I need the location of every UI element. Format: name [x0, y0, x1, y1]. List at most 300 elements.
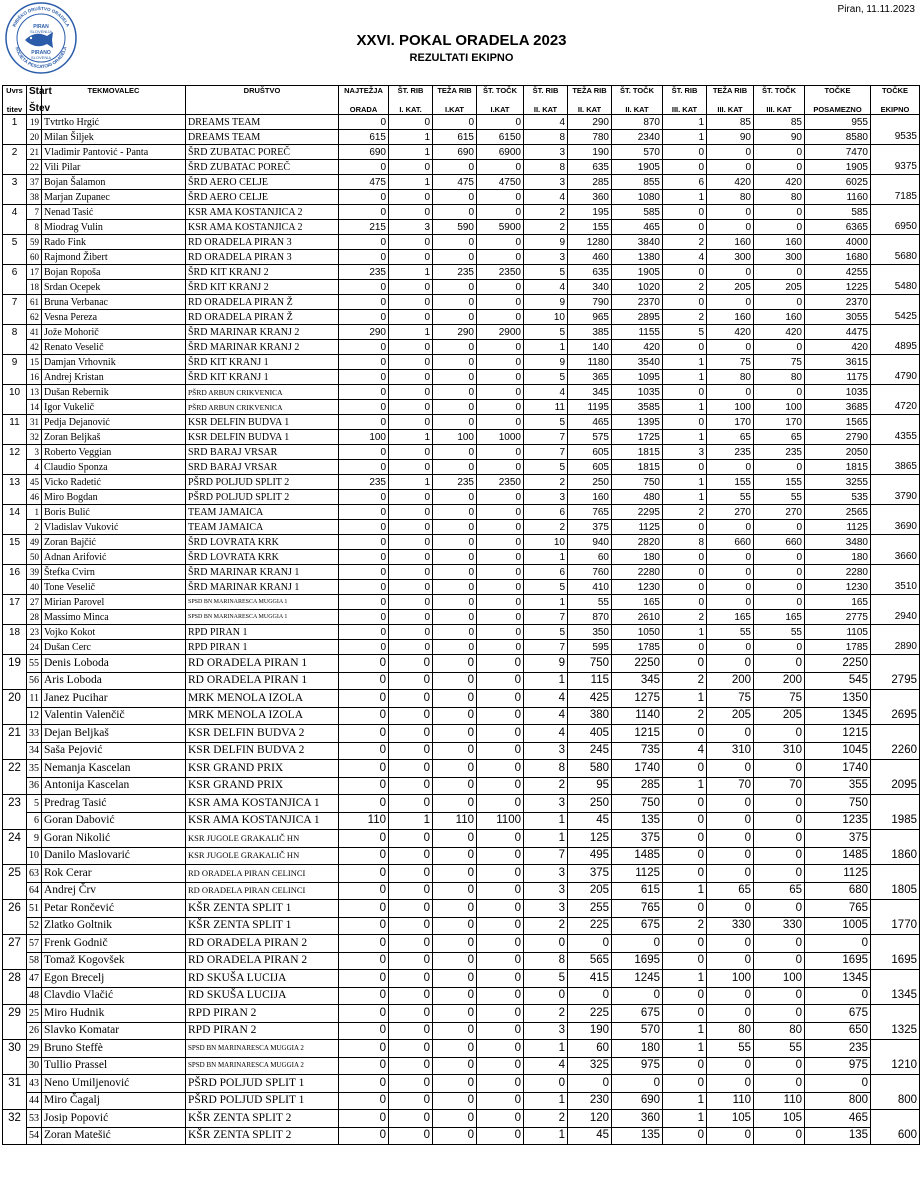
- start-number-cell: 60: [27, 250, 42, 265]
- c5-cell: 360: [568, 190, 612, 205]
- team-points-cell: 9535: [871, 130, 920, 145]
- c4-cell: 5: [524, 460, 568, 475]
- individual-points-cell: 2790: [805, 430, 871, 445]
- individual-points-cell: 1565: [805, 415, 871, 430]
- team-points-cell: 5425: [871, 310, 920, 325]
- c6-cell: 1815: [612, 445, 663, 460]
- c3-cell: 0: [477, 847, 524, 865]
- c7-cell: 1: [663, 882, 707, 900]
- c7-cell: 1: [663, 970, 707, 988]
- c1-cell: 0: [389, 610, 433, 625]
- rank-cell: [3, 707, 27, 725]
- individual-points-cell: 1125: [805, 865, 871, 883]
- club-cell: RPD PIRAN 1: [186, 625, 339, 640]
- c7-cell: 2: [663, 310, 707, 325]
- c8-cell: 75: [707, 355, 754, 370]
- competitor-cell: Miro Čagalj: [42, 1092, 186, 1110]
- rank-cell: [3, 160, 27, 175]
- c8-cell: 0: [707, 460, 754, 475]
- c2-cell: 0: [433, 295, 477, 310]
- team-points-cell: 600: [871, 1127, 920, 1145]
- team-points-cell: [871, 535, 920, 550]
- start-number-cell: 63: [27, 865, 42, 883]
- rank-cell: [3, 1057, 27, 1075]
- team-points-cell: [871, 970, 920, 988]
- c3-cell: 6900: [477, 145, 524, 160]
- c9-cell: 55: [754, 490, 805, 505]
- c5-cell: 575: [568, 430, 612, 445]
- c7-cell: 0: [663, 987, 707, 1005]
- header-c9: ŠT. TOČK: [754, 86, 805, 101]
- c5-cell: 965: [568, 310, 612, 325]
- table-row: [3, 220, 920, 235]
- c9-cell: 270: [754, 505, 805, 520]
- c3-cell: 0: [477, 742, 524, 760]
- c8-cell: 155: [707, 475, 754, 490]
- rank-cell: [3, 550, 27, 565]
- table-row: [3, 760, 920, 778]
- team-points-cell: 3790: [871, 490, 920, 505]
- team-points-cell: [871, 265, 920, 280]
- c2-cell: 0: [433, 655, 477, 673]
- header-c1: ŠT. RIB: [389, 86, 433, 101]
- c4-cell: 3: [524, 900, 568, 918]
- c6-cell: 2280: [612, 565, 663, 580]
- c8-cell: 165: [707, 610, 754, 625]
- c9-cell: 310: [754, 742, 805, 760]
- c7-cell: 2: [663, 505, 707, 520]
- table-row: [3, 595, 920, 610]
- rank-cell: 31: [3, 1075, 27, 1093]
- c5-cell: 120: [568, 1110, 612, 1128]
- start-number-cell: 52: [27, 917, 42, 935]
- club-cell: RD ORADELA PIRAN 2: [186, 952, 339, 970]
- c9-cell: 235: [754, 445, 805, 460]
- table-row: [3, 742, 920, 760]
- rank-cell: [3, 490, 27, 505]
- c3-cell: 0: [477, 970, 524, 988]
- club-cell: SRD BARAJ VRSAR: [186, 460, 339, 475]
- c4-cell: 8: [524, 160, 568, 175]
- c4-cell: 8: [524, 952, 568, 970]
- c5-cell: 405: [568, 725, 612, 743]
- c5-cell: 325: [568, 1057, 612, 1075]
- header-c3: ŠT. TOČK: [477, 86, 524, 101]
- club-cell: KSR DELFIN BUDVA 1: [186, 430, 339, 445]
- c5-cell: 870: [568, 610, 612, 625]
- c8-cell: 205: [707, 707, 754, 725]
- c3-cell: 0: [477, 205, 524, 220]
- c7-cell: 1: [663, 1040, 707, 1058]
- rank-cell: 27: [3, 935, 27, 953]
- c6-cell: 1020: [612, 280, 663, 295]
- rank-cell: 17: [3, 595, 27, 610]
- c5-cell: 765: [568, 505, 612, 520]
- c8-cell: 0: [707, 725, 754, 743]
- c9-cell: 0: [754, 160, 805, 175]
- c6-cell: 675: [612, 1005, 663, 1023]
- team-points-cell: 800: [871, 1092, 920, 1110]
- c7-cell: 8: [663, 535, 707, 550]
- table-row: [3, 460, 920, 475]
- c9-cell: 0: [754, 1127, 805, 1145]
- c1-cell: 0: [389, 987, 433, 1005]
- c9-cell: 0: [754, 340, 805, 355]
- c1-cell: 0: [389, 160, 433, 175]
- biggest-cell: 0: [339, 935, 389, 953]
- club-cell: RD ORADELA PIRAN Ž: [186, 310, 339, 325]
- c2-cell: 0: [433, 795, 477, 813]
- club-cell: ŠRD KIT KRANJ 2: [186, 265, 339, 280]
- c3-cell: 0: [477, 987, 524, 1005]
- c3-cell: 0: [477, 777, 524, 795]
- c8-cell: 65: [707, 430, 754, 445]
- svg-text:SLOVENIJA: SLOVENIJA: [29, 29, 53, 34]
- c1-cell: 0: [389, 565, 433, 580]
- c1-cell: 0: [389, 340, 433, 355]
- c2-cell: 0: [433, 505, 477, 520]
- c2-cell: 0: [433, 490, 477, 505]
- c8-cell: 55: [707, 625, 754, 640]
- start-number-cell: 44: [27, 1092, 42, 1110]
- c2-cell: 615: [433, 130, 477, 145]
- team-points-cell: 9375: [871, 160, 920, 175]
- results-table: [2, 85, 920, 1145]
- competitor-cell: Štefka Cvirn: [42, 565, 186, 580]
- competitor-cell: Nenad Tasić: [42, 205, 186, 220]
- club-cell: ŠRD KIT KRANJ 2: [186, 280, 339, 295]
- table-row: [3, 190, 920, 205]
- c4-cell: 5: [524, 580, 568, 595]
- biggest-cell: 0: [339, 917, 389, 935]
- c3-cell: 0: [477, 690, 524, 708]
- c5-cell: 95: [568, 777, 612, 795]
- individual-points-cell: 165: [805, 595, 871, 610]
- competitor-cell: Danilo Maslovarić: [42, 847, 186, 865]
- team-points-cell: [871, 655, 920, 673]
- table-row: [3, 1127, 920, 1145]
- table-row: [3, 830, 920, 848]
- c5-cell: 0: [568, 1075, 612, 1093]
- start-number-cell: 26: [27, 1022, 42, 1040]
- club-cell: DREAMS TEAM: [186, 115, 339, 130]
- table-row: [3, 550, 920, 565]
- rank-cell: [3, 640, 27, 655]
- c3-cell: 0: [477, 340, 524, 355]
- c2-cell: 690: [433, 145, 477, 160]
- c4-cell: 2: [524, 520, 568, 535]
- rank-cell: [3, 580, 27, 595]
- c8-cell: 270: [707, 505, 754, 520]
- c3-cell: 0: [477, 445, 524, 460]
- header-c7-2: III. KAT: [663, 100, 707, 115]
- c2-cell: 0: [433, 987, 477, 1005]
- c6-cell: 1125: [612, 520, 663, 535]
- competitor-cell: Goran Dabović: [42, 812, 186, 830]
- competitor-cell: Vladislav Vuković: [42, 520, 186, 535]
- c3-cell: 4750: [477, 175, 524, 190]
- c9-cell: 0: [754, 812, 805, 830]
- biggest-cell: 0: [339, 1040, 389, 1058]
- c3-cell: 0: [477, 355, 524, 370]
- competitor-cell: Josip Popović: [42, 1110, 186, 1128]
- c5-cell: 780: [568, 130, 612, 145]
- c8-cell: 80: [707, 190, 754, 205]
- c7-cell: 1: [663, 1022, 707, 1040]
- table-row: [3, 1040, 920, 1058]
- c8-cell: 0: [707, 550, 754, 565]
- c3-cell: 0: [477, 385, 524, 400]
- rank-cell: 23: [3, 795, 27, 813]
- c8-cell: 0: [707, 640, 754, 655]
- c1-cell: 1: [389, 265, 433, 280]
- c4-cell: 3: [524, 145, 568, 160]
- c1-cell: 0: [389, 830, 433, 848]
- c4-cell: 1: [524, 1092, 568, 1110]
- table-row: [3, 445, 920, 460]
- club-cell: KSR DELFIN BUDVA 2: [186, 725, 339, 743]
- c8-cell: 0: [707, 865, 754, 883]
- c8-cell: 0: [707, 655, 754, 673]
- c9-cell: 0: [754, 830, 805, 848]
- c9-cell: 80: [754, 190, 805, 205]
- c4-cell: 2: [524, 205, 568, 220]
- biggest-cell: 0: [339, 595, 389, 610]
- c1-cell: 1: [389, 812, 433, 830]
- table-row: [3, 310, 920, 325]
- c3-cell: 0: [477, 1005, 524, 1023]
- table-row: [3, 415, 920, 430]
- competitor-cell: Rado Fink: [42, 235, 186, 250]
- individual-points-cell: 975: [805, 1057, 871, 1075]
- rank-cell: [3, 250, 27, 265]
- c7-cell: 0: [663, 655, 707, 673]
- c7-cell: 0: [663, 1005, 707, 1023]
- biggest-cell: 0: [339, 115, 389, 130]
- team-points-cell: [871, 115, 920, 130]
- c7-cell: 0: [663, 220, 707, 235]
- rank-cell: 7: [3, 295, 27, 310]
- club-cell: ŠRD ZUBATAC POREČ: [186, 160, 339, 175]
- biggest-cell: 290: [339, 325, 389, 340]
- club-cell: RPD PIRAN 1: [186, 640, 339, 655]
- c6-cell: 480: [612, 490, 663, 505]
- rank-cell: [3, 520, 27, 535]
- c1-cell: 0: [389, 1057, 433, 1075]
- c2-cell: 0: [433, 595, 477, 610]
- c3-cell: 2900: [477, 325, 524, 340]
- c7-cell: 1: [663, 1110, 707, 1128]
- c2-cell: 0: [433, 672, 477, 690]
- c7-cell: 2: [663, 610, 707, 625]
- biggest-cell: 0: [339, 625, 389, 640]
- c6-cell: 2895: [612, 310, 663, 325]
- c1-cell: 0: [389, 882, 433, 900]
- c5-cell: 565: [568, 952, 612, 970]
- c8-cell: 0: [707, 1127, 754, 1145]
- club-cell: ŠRD MARINAR KRANJ 2: [186, 340, 339, 355]
- c9-cell: 0: [754, 847, 805, 865]
- club-cell: PŠRD ARBUN CRIKVENICA: [186, 400, 339, 415]
- biggest-cell: 0: [339, 295, 389, 310]
- club-cell: ŠRD KIT KRANJ 1: [186, 355, 339, 370]
- header-c3-2: I.KAT: [477, 100, 524, 115]
- biggest-cell: 0: [339, 830, 389, 848]
- competitor-cell: Bruno Steffè: [42, 1040, 186, 1058]
- c3-cell: 0: [477, 917, 524, 935]
- c8-cell: 0: [707, 265, 754, 280]
- start-number-cell: 43: [27, 1075, 42, 1093]
- c1-cell: 0: [389, 1040, 433, 1058]
- c4-cell: 2: [524, 917, 568, 935]
- c8-cell: 105: [707, 1110, 754, 1128]
- competitor-cell: Goran Nikolić: [42, 830, 186, 848]
- start-number-cell: 57: [27, 935, 42, 953]
- c8-cell: 0: [707, 580, 754, 595]
- team-points-cell: [871, 1110, 920, 1128]
- table-row: [3, 1057, 920, 1075]
- team-points-cell: [871, 830, 920, 848]
- club-cell: RD ORADELA PIRAN 3: [186, 250, 339, 265]
- c5-cell: 385: [568, 325, 612, 340]
- start-number-cell: 13: [27, 385, 42, 400]
- c7-cell: 0: [663, 145, 707, 160]
- c2-cell: 0: [433, 1075, 477, 1093]
- c8-cell: 0: [707, 295, 754, 310]
- c2-cell: 0: [433, 205, 477, 220]
- c3-cell: 0: [477, 580, 524, 595]
- biggest-cell: 0: [339, 900, 389, 918]
- start-number-cell: 12: [27, 707, 42, 725]
- c8-cell: 0: [707, 900, 754, 918]
- table-row: [3, 160, 920, 175]
- c1-cell: 1: [389, 325, 433, 340]
- c1-cell: 0: [389, 952, 433, 970]
- c2-cell: 0: [433, 520, 477, 535]
- c4-cell: 11: [524, 400, 568, 415]
- c9-cell: 160: [754, 310, 805, 325]
- biggest-cell: 0: [339, 190, 389, 205]
- c9-cell: 105: [754, 1110, 805, 1128]
- c6-cell: 1215: [612, 725, 663, 743]
- team-points-cell: [871, 475, 920, 490]
- c3-cell: 0: [477, 900, 524, 918]
- rank-cell: 6: [3, 265, 27, 280]
- table-row: [3, 370, 920, 385]
- header-c5-2: II. KAT: [568, 100, 612, 115]
- c2-cell: 0: [433, 742, 477, 760]
- c1-cell: 0: [389, 1022, 433, 1040]
- competitor-cell: Vesna Pereza: [42, 310, 186, 325]
- biggest-cell: 0: [339, 847, 389, 865]
- start-number-cell: 39: [27, 565, 42, 580]
- c5-cell: 250: [568, 475, 612, 490]
- c2-cell: 590: [433, 220, 477, 235]
- c4-cell: 9: [524, 235, 568, 250]
- start-number-cell: 37: [27, 175, 42, 190]
- club-cell: ŠRD AERO CELJE: [186, 190, 339, 205]
- header-c9-2: III. KAT: [754, 100, 805, 115]
- c9-cell: 80: [754, 1022, 805, 1040]
- competitor-cell: Tvtrtko Hrgić: [42, 115, 186, 130]
- c8-cell: 0: [707, 160, 754, 175]
- individual-points-cell: 650: [805, 1022, 871, 1040]
- c7-cell: 4: [663, 742, 707, 760]
- c3-cell: 0: [477, 1092, 524, 1110]
- header-team: TOČKE: [871, 86, 920, 101]
- c7-cell: 0: [663, 1075, 707, 1093]
- c6-cell: 615: [612, 882, 663, 900]
- club-cell: KŠR ZENTA SPLIT 2: [186, 1127, 339, 1145]
- c1-cell: 0: [389, 640, 433, 655]
- club-cell: KSR JUGOLE GRAKALIČ HN: [186, 830, 339, 848]
- club-cell: RD ORADELA PIRAN CELINCI: [186, 882, 339, 900]
- header-c5: TEŽA RIB: [568, 86, 612, 101]
- rank-cell: 13: [3, 475, 27, 490]
- individual-points-cell: 585: [805, 205, 871, 220]
- c7-cell: 0: [663, 725, 707, 743]
- c9-cell: 85: [754, 115, 805, 130]
- c4-cell: 7: [524, 640, 568, 655]
- c3-cell: 0: [477, 672, 524, 690]
- c5-cell: 425: [568, 690, 612, 708]
- team-points-cell: [871, 355, 920, 370]
- c6-cell: 1095: [612, 370, 663, 385]
- team-points-cell: [871, 565, 920, 580]
- c4-cell: 2: [524, 777, 568, 795]
- biggest-cell: 475: [339, 175, 389, 190]
- club-cell: ŠRD KIT KRANJ 1: [186, 370, 339, 385]
- start-number-cell: 55: [27, 655, 42, 673]
- c9-cell: 0: [754, 550, 805, 565]
- c6-cell: 1905: [612, 160, 663, 175]
- team-points-cell: 1770: [871, 917, 920, 935]
- c7-cell: 2: [663, 235, 707, 250]
- c6-cell: 465: [612, 220, 663, 235]
- competitor-cell: Dušan Cerc: [42, 640, 186, 655]
- header-ind: TOČKE: [805, 86, 871, 101]
- c9-cell: 70: [754, 777, 805, 795]
- c2-cell: 0: [433, 550, 477, 565]
- c4-cell: 4: [524, 115, 568, 130]
- c5-cell: 635: [568, 265, 612, 280]
- c8-cell: 420: [707, 325, 754, 340]
- rank-cell: [3, 882, 27, 900]
- c7-cell: 0: [663, 900, 707, 918]
- start-number-cell: 9: [27, 830, 42, 848]
- header-c1-2: I. KAT.: [389, 100, 433, 115]
- club-cell: SRD BARAJ VRSAR: [186, 445, 339, 460]
- c4-cell: 9: [524, 355, 568, 370]
- club-cell: ŠRD MARINAR KRANJ 1: [186, 565, 339, 580]
- table-row: [3, 175, 920, 190]
- c1-cell: 0: [389, 400, 433, 415]
- table-row: [3, 725, 920, 743]
- c5-cell: 60: [568, 550, 612, 565]
- biggest-cell: 0: [339, 777, 389, 795]
- c7-cell: 1: [663, 190, 707, 205]
- c6-cell: 345: [612, 672, 663, 690]
- competitor-cell: Bojan Šalamon: [42, 175, 186, 190]
- team-points-cell: 1695: [871, 952, 920, 970]
- c4-cell: 9: [524, 655, 568, 673]
- c4-cell: 0: [524, 1075, 568, 1093]
- biggest-cell: 215: [339, 220, 389, 235]
- club-cell: SPSD BN MARINARESCA MUGGIA 2: [186, 1040, 339, 1058]
- c4-cell: 1: [524, 595, 568, 610]
- individual-points-cell: 4000: [805, 235, 871, 250]
- table-row: [3, 917, 920, 935]
